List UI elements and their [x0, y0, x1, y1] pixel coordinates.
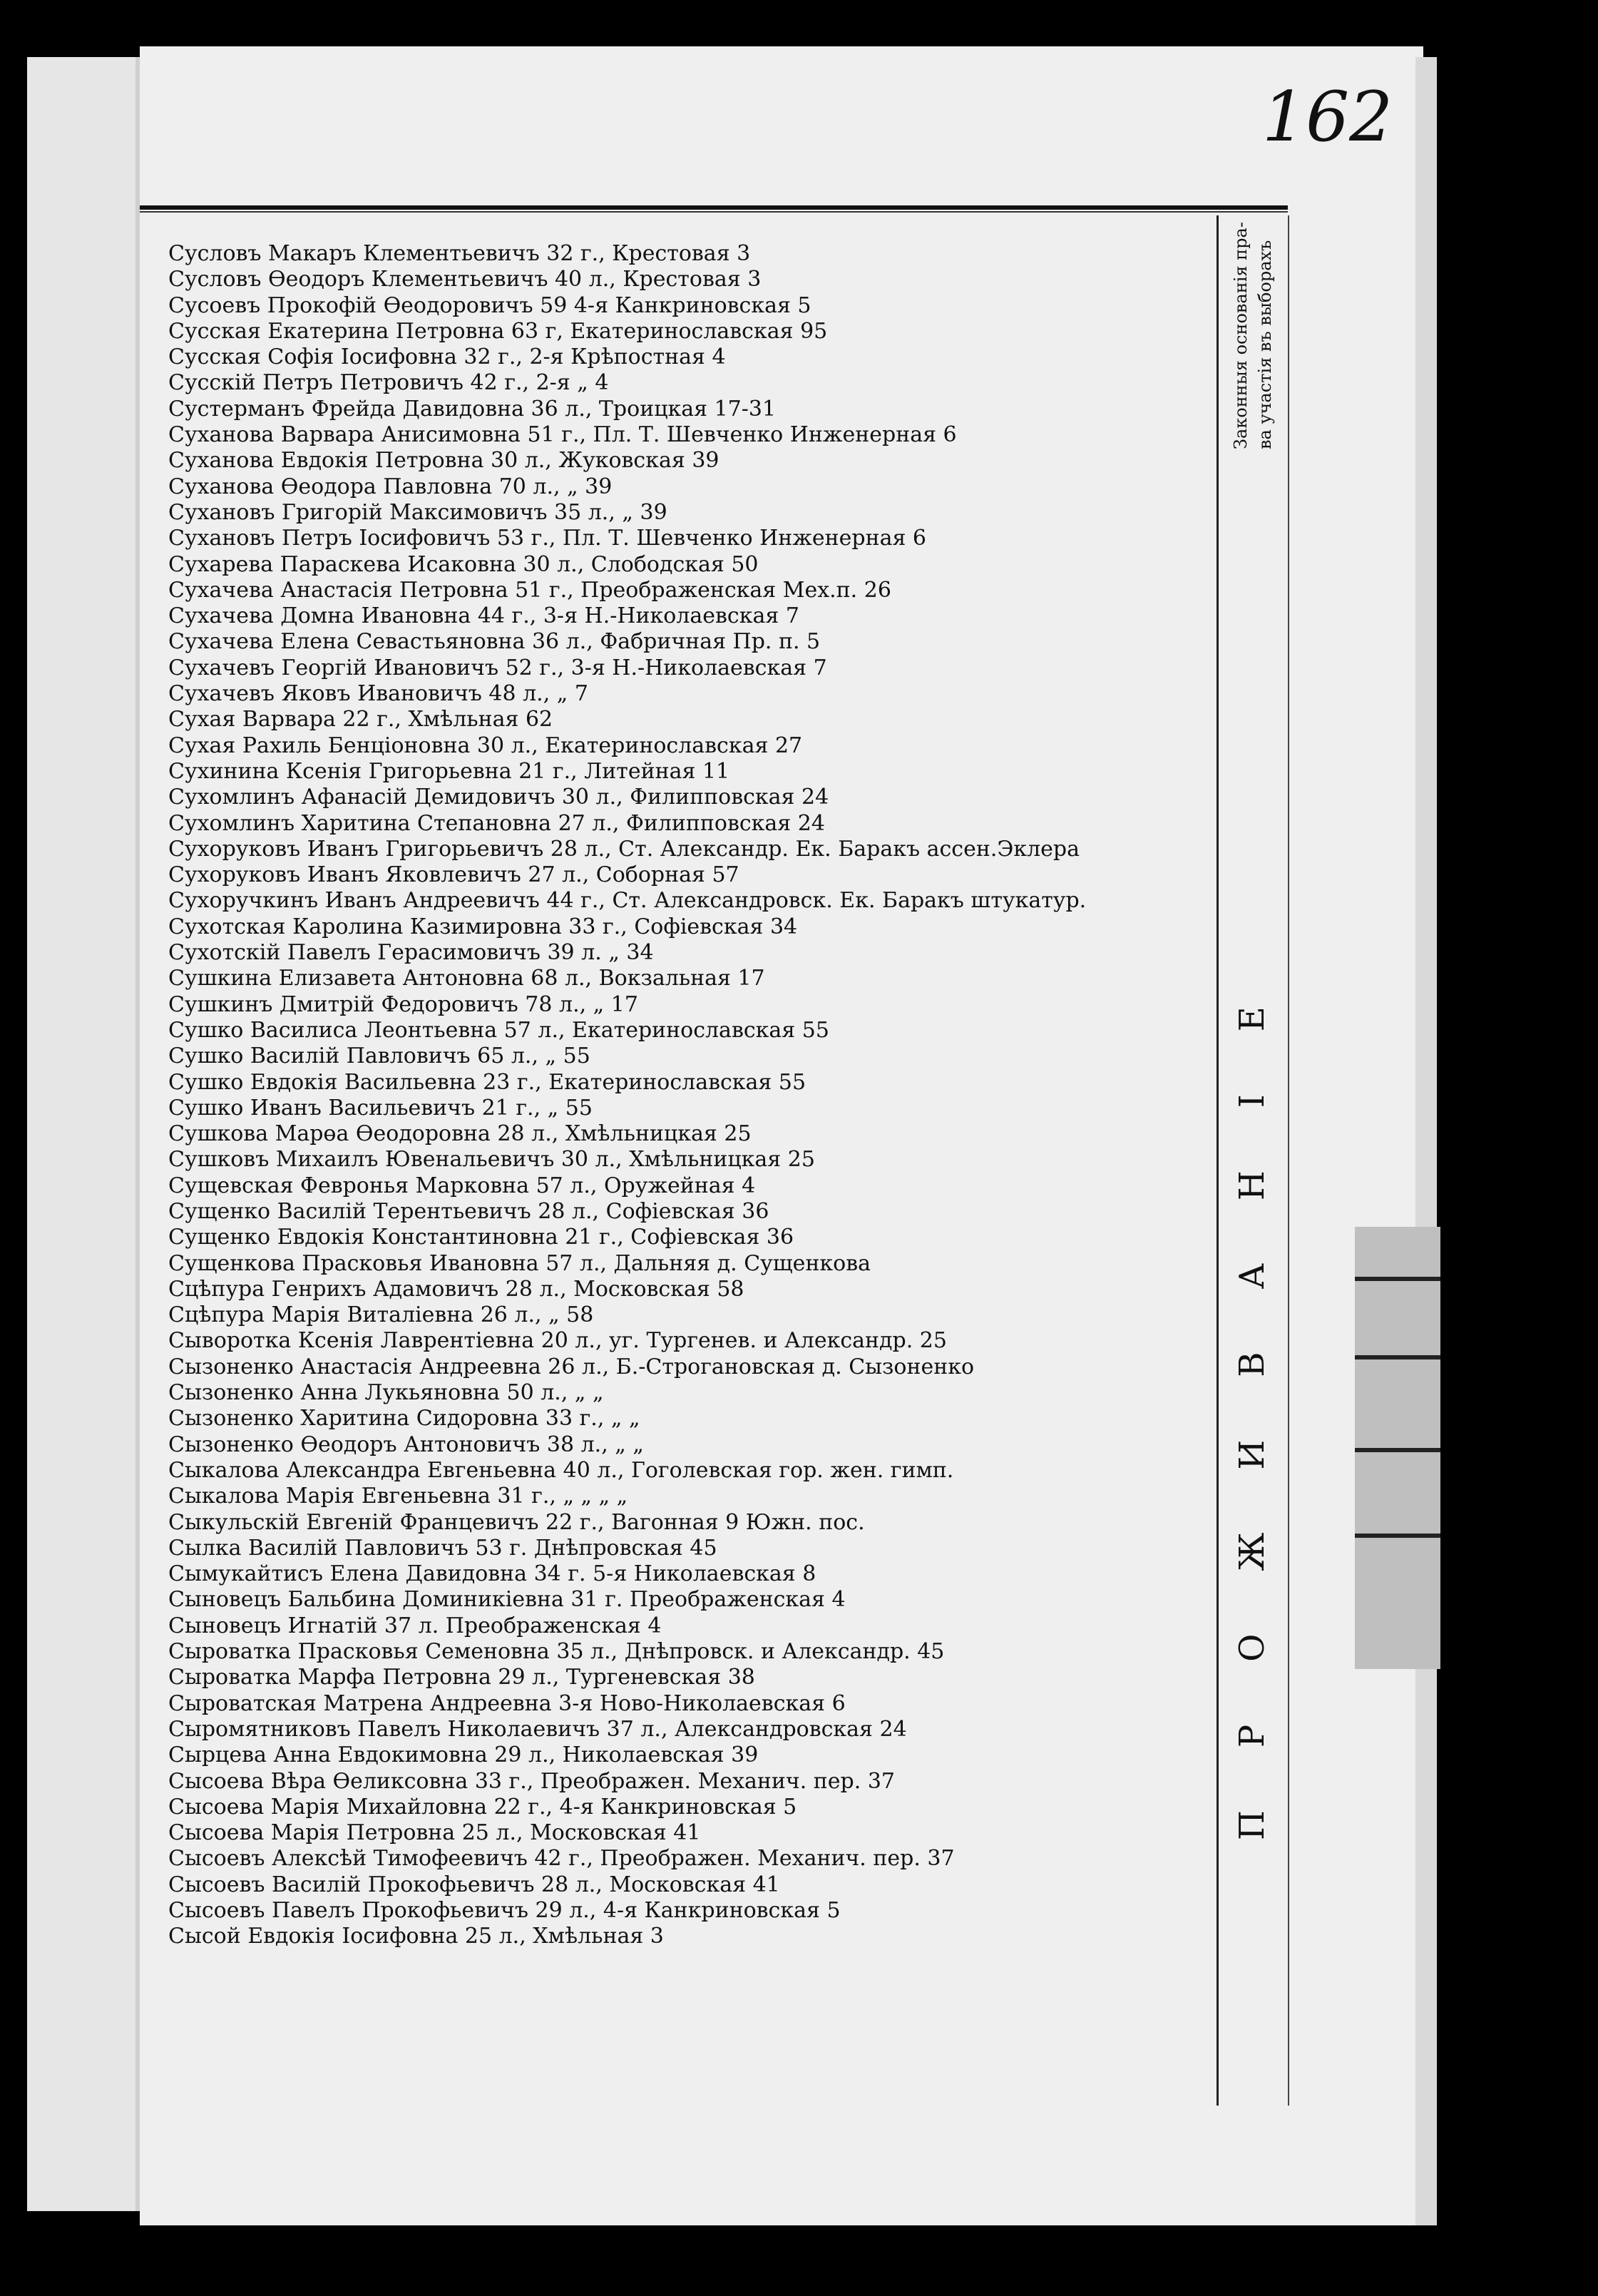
list-item: Сысоевъ Алексѣй Тимофеевичъ 42 г., Преображен. Механич. пер. 37 — [168, 1846, 955, 1872]
list-item: Сусская Екатерина Петровна 63 г, Екатеринославская 95 — [168, 318, 828, 344]
list-item: Сыкалова Марія Евгеньевна 31 г., „ „ „ „ — [168, 1484, 628, 1509]
list-item: Сысоевъ Павелъ Прокофьевичъ 29 л., 4-я Канкриновская 5 — [168, 1898, 841, 1923]
list-item: Сысоева Марія Михайловна 22 г., 4-я Канкриновская 5 — [168, 1794, 797, 1820]
list-item: Сыновецъ Игнатій 37 л. Преображенская 4 — [168, 1613, 662, 1638]
list-item: Сухачева Домна Ивановна 44 г., 3-я Н.-Николаевская 7 — [168, 603, 799, 629]
list-item: Сылка Василій Павловичъ 53 г. Днѣпровская 45 — [168, 1535, 717, 1561]
list-item: Сусловъ Макаръ Клементьевичъ 32 г., Крестовая 3 — [168, 241, 751, 266]
list-item: Сухая Рахиль Бенціоновна 30 л., Екатеринославская 27 — [168, 733, 803, 758]
column-divider-right — [1288, 215, 1289, 2106]
list-item: Сущенкова Прасковья Ивановна 57 л., Дальняя д. Сущенкова — [168, 1250, 871, 1276]
tab-divider — [1355, 1277, 1440, 1281]
header-rule — [140, 205, 1288, 210]
list-item: Суханова Варвара Анисимовна 51 г., Пл. Т. Шевченко Инженерная 6 — [168, 422, 957, 448]
list-item: Сызоненко Харитина Сидоровна 33 г., „ „ — [168, 1406, 640, 1432]
tab-divider — [1355, 1448, 1440, 1452]
list-item: Сушковъ Михаилъ Ювенальевичъ 30 л., Хмѣльницкая 25 — [168, 1147, 815, 1173]
list-item: Сухачева Анастасія Петровна 51 г., Преображенская Мех.п. 26 — [168, 577, 891, 603]
list-item: Сыворотка Ксенія Лаврентіевна 20 л., уг. Тургенев. и Александр. 25 — [168, 1328, 947, 1354]
list-item: Сушко Василій Павловичъ 65 л., „ 55 — [168, 1044, 590, 1069]
list-item: Сухотскій Павелъ Герасимовичъ 39 л. „ 34 — [168, 940, 654, 966]
list-item: Сысой Евдокія Іосифовна 25 л., Хмѣльная 3 — [168, 1924, 664, 1949]
list-item: Сущенко Евдокія Константиновна 21 г., Софіевская 36 — [168, 1225, 794, 1250]
vertical-label — [1232, 713, 1275, 1840]
list-item: Сызоненко Өеодоръ Антоновичъ 38 л., „ „ — [168, 1432, 644, 1457]
list-item: Сусская Софія Іосифовна 32 г., 2-я Крѣпостная 4 — [168, 345, 726, 370]
vertical-label-text: ПРОЖИВАНІЕ — [1232, 944, 1272, 1840]
list-item: Сухая Варвара 22 г., Хмѣльная 62 — [168, 707, 553, 733]
column-header-line-1: Законныя основанія пра- — [1231, 222, 1251, 449]
list-item: Сухоруковъ Иванъ Яковлевичъ 27 л., Соборная 57 — [168, 862, 739, 888]
list-item: Сусскій Петръ Петровичъ 42 г., 2-я „ 4 — [168, 370, 609, 396]
list-item: Сыроватская Матрена Андреевна 3-я Ново-Николаевская 6 — [168, 1690, 846, 1716]
adjacent-page-strip — [27, 57, 141, 2211]
list-item: Сыромятниковъ Павелъ Николаевичъ 37 л., Александровская 24 — [168, 1716, 907, 1742]
list-item: Сушко Евдокія Васильевна 23 г., Екатеринославская 55 — [168, 1069, 806, 1095]
page-right-edge — [1415, 57, 1437, 2225]
list-item: Сыроватка Марфа Петровна 29 л., Тургеневская 38 — [168, 1665, 755, 1690]
header-rule-thin — [140, 211, 1288, 213]
list-item: Сухачева Елена Севастьяновна 36 л., Фабричная Пр. п. 5 — [168, 629, 821, 655]
resident-list — [168, 241, 1195, 1950]
list-item: Сысоева Марія Петровна 25 л., Московская 41 — [168, 1820, 701, 1846]
list-item: Сухоруковъ Иванъ Григорьевичъ 28 л., Ст. Александр. Ек. Баракъ ассен.Эклера — [168, 836, 1080, 862]
list-item: Сухоручкинъ Иванъ Андреевичъ 44 г., Ст. Александровск. Ек. Баракъ штукатур. — [168, 888, 1087, 914]
column-header-line-2: ва участія въ выборахъ — [1255, 240, 1275, 449]
list-item: Сушкина Елизавета Антоновна 68 л., Вокзальная 17 — [168, 966, 765, 991]
list-item: Сызоненко Анастасія Андреевна 26 л., Б.-Строгановская д. Сызоненко — [168, 1354, 975, 1379]
list-item: Сухарева Параскева Исаковна 30 л., Слободская 50 — [168, 551, 759, 577]
column-header-right — [1226, 222, 1284, 464]
list-item: Сусоевъ Прокофій Өеодоровичъ 59 4-я Канкриновская 5 — [168, 292, 811, 318]
list-item: Сыкульскій Евгеній Францевичъ 22 г., Вагонная 9 Южн. пос. — [168, 1509, 865, 1535]
list-item: Суханова Өеодора Павловна 70 л., „ 39 — [168, 474, 613, 499]
list-item: Сухинина Ксенія Григорьевна 21 г., Литейная 11 — [168, 758, 730, 784]
list-item: Сысоевъ Василій Прокофьевичъ 28 л., Московская 41 — [168, 1872, 780, 1897]
list-item: Сцѣпура Марія Виталіевна 26 л., „ 58 — [168, 1302, 594, 1328]
list-item: Сухачевъ Яковъ Ивановичъ 48 л., „ 7 — [168, 681, 588, 707]
tab-divider — [1355, 1534, 1440, 1538]
list-item: Сухомлинъ Афанасій Демидовичъ 30 л., Филипповская 24 — [168, 785, 829, 810]
list-item: Сысоева Вѣра Өеликсовна 33 г., Преображен. Механич. пер. 37 — [168, 1768, 896, 1794]
list-item: Суханова Евдокія Петровна 30 л., Жуковская 39 — [168, 448, 719, 474]
list-item: Сухановъ Петръ Іосифовичъ 53 г., Пл. Т. Шевченко Инженерная 6 — [168, 526, 927, 551]
list-item: Сухановъ Григорій Максимовичъ 35 л., „ 39 — [168, 499, 667, 525]
list-item: Сцѣпура Генрихъ Адамовичъ 28 л., Московская 58 — [168, 1276, 744, 1302]
list-item: Сушкинъ Дмитрій Федоровичъ 78 л., „ 17 — [168, 991, 638, 1017]
list-item: Сыкалова Александра Евгеньевна 40 л., Гоголевская гор. жен. гимп. — [168, 1457, 954, 1483]
list-item: Сусловъ Өеодоръ Клементьевичъ 40 л., Крестовая 3 — [168, 267, 762, 292]
list-item: Сызоненко Анна Лукьяновна 50 л., „ „ — [168, 1380, 604, 1406]
list-item: Сырцева Анна Евдокимовна 29 л., Николаевская 39 — [168, 1743, 759, 1768]
list-item: Сущевская Февронья Марковна 57 л., Оружейная 4 — [168, 1173, 756, 1198]
column-divider — [1217, 215, 1219, 2106]
list-item: Сыроватка Прасковья Семеновна 35 л., Днѣпровск. и Александр. 45 — [168, 1639, 945, 1665]
list-item: Сущенко Василій Терентьевичъ 28 л., Софіевская 36 — [168, 1198, 769, 1224]
list-item: Сушко Иванъ Васильевичъ 21 г., „ 55 — [168, 1095, 593, 1121]
list-item: Сыновецъ Бальбина Доминикіевна 31 г. Преображенская 4 — [168, 1587, 846, 1613]
list-item: Сухомлинъ Харитина Степановна 27 л., Филипповская 24 — [168, 810, 825, 836]
list-item: Сухотская Каролина Казимировна 33 г., Софіевская 34 — [168, 914, 798, 939]
list-item: Сустерманъ Фрейда Давидовна 36 л., Троицкая 17-31 — [168, 396, 777, 422]
list-item: Сымукайтисъ Елена Давидовна 34 г. 5-я Николаевская 8 — [168, 1561, 816, 1587]
page-number: 162 — [1262, 77, 1393, 157]
tab-divider — [1355, 1355, 1440, 1359]
list-item: Сухачевъ Георгій Ивановичъ 52 г., 3-я Н.-Николаевская 7 — [168, 655, 827, 680]
list-item: Сушко Василиса Леонтьевна 57 л., Екатеринославская 55 — [168, 1017, 829, 1043]
list-item: Сушкова Марөа Өеодоровна 28 л., Хмѣльницкая 25 — [168, 1121, 752, 1147]
